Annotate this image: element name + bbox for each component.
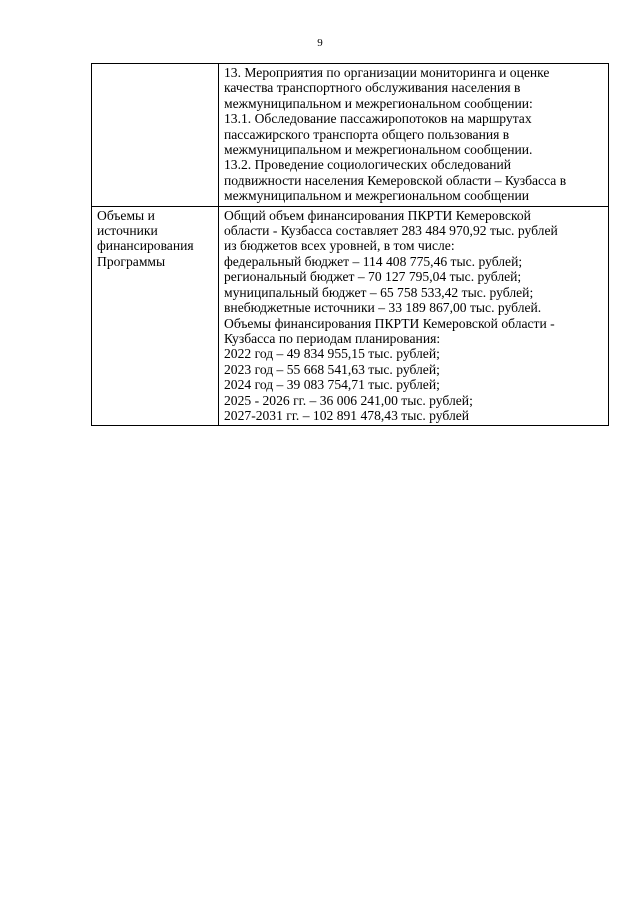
text-line: 2023 год – 55 668 541,63 тыс. рублей; xyxy=(224,361,440,377)
text-line: 2022 год – 49 834 955,15 тыс. рублей; xyxy=(224,346,440,362)
text-line: муниципальный бюджет – 65 758 533,42 тыс. рублей; xyxy=(224,284,534,300)
program-passport-table xyxy=(91,63,609,426)
label-line: источники xyxy=(97,223,158,239)
text-line: межмуниципальном и межрегиональном сообщении: xyxy=(224,95,533,111)
text-line: качества транспортного обслуживания населения в xyxy=(224,80,521,96)
text-line: региональный бюджет – 70 127 795,04 тыс. рублей; xyxy=(224,269,522,285)
text-line: 13.2. Проведение социологических обследований xyxy=(224,157,512,173)
text-line: из бюджетов всех уровней, в том числе: xyxy=(224,238,455,254)
text-line: Общий объем финансирования ПКРТИ Кемеровской xyxy=(224,207,531,223)
page-number: 9 xyxy=(317,37,323,49)
text-line: подвижности населения Кемеровской области – Кузбасса в xyxy=(224,172,567,188)
text-line: пассажирского транспорта общего пользования в xyxy=(224,126,510,142)
row2-label-cell xyxy=(92,206,219,426)
text-line: 2025 - 2026 гг. – 36 006 241,00 тыс. рублей; xyxy=(224,392,473,408)
text-line: внебюджетные источники – 33 189 867,00 тыс. рублей. xyxy=(224,300,542,316)
text-line: Кузбасса по периодам планирования: xyxy=(224,330,441,346)
label-line: Программы xyxy=(97,253,166,269)
row2-content-cell xyxy=(219,206,609,426)
text-line: федеральный бюджет – 114 408 775,46 тыс. рублей; xyxy=(224,253,523,269)
text-line: межмуниципальном и межрегиональном сообщении. xyxy=(224,142,533,158)
text-line: 2027-2031 гг. – 102 891 478,43 тыс. рублей xyxy=(224,407,470,423)
row1-label-cell xyxy=(92,64,219,207)
table-row-financing xyxy=(92,206,609,426)
row1-content-cell xyxy=(219,64,609,207)
text-line: 2024 год – 39 083 754,71 тыс. рублей; xyxy=(224,377,440,393)
text-line: межмуниципальном и межрегиональном сообщении xyxy=(224,188,530,204)
text-line: 13.1. Обследование пассажиропотоков на маршрутах xyxy=(224,111,532,127)
text-line: 13. Мероприятия по организации мониторинга и оценке xyxy=(224,65,550,80)
text-line: Объемы финансирования ПКРТИ Кемеровской области - xyxy=(224,315,555,331)
label-line: финансирования xyxy=(97,238,194,254)
table-row-activities xyxy=(92,64,609,207)
label-line: Объемы и xyxy=(97,207,155,223)
text-line: области - Кузбасса составляет 283 484 970,92 тыс. рублей xyxy=(224,223,558,239)
